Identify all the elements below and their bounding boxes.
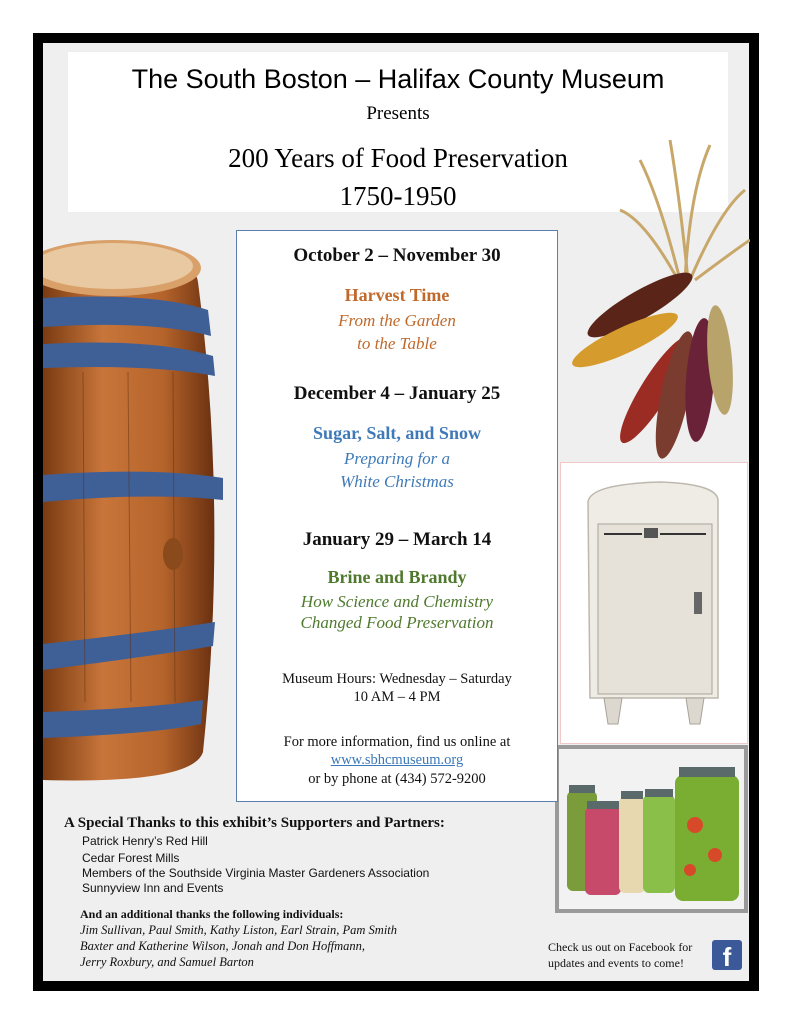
session-3-subtitle-2: Changed Food Preservation	[300, 613, 494, 632]
supporter-item: Members of the Southside Virginia Master Gardeners Association	[82, 866, 430, 880]
session-1-title: Harvest Time	[344, 285, 450, 305]
website-link[interactable]: www.sbhcmuseum.org	[330, 752, 464, 768]
facebook-icon[interactable]: f	[712, 940, 742, 970]
jars-image	[555, 745, 748, 913]
presents-label: Presents	[366, 103, 430, 124]
session-3-title: Brine and Brandy	[327, 567, 467, 587]
museum-title: The South Boston – Halifax County Museum	[131, 64, 665, 94]
session-2-subtitle-2: White Christmas	[340, 472, 454, 491]
supporter-item: Sunnyview Inn and Events	[82, 881, 224, 895]
additional-thanks-heading: And an additional thanks the following individuals:	[80, 907, 344, 921]
barrel-image	[43, 232, 223, 792]
session-3-dates: January 29 – March 14	[302, 529, 492, 550]
session-2-dates: December 4 – January 25	[293, 383, 501, 404]
session-1-subtitle-2: to the Table	[357, 334, 437, 353]
session-2-title: Sugar, Salt, and Snow	[313, 423, 481, 443]
session-1-dates: October 2 – November 30	[293, 245, 501, 266]
session-1-subtitle-1: From the Garden	[338, 311, 456, 330]
thanks-heading: A Special Thanks to this exhibit’s Supporters and Partners:	[64, 815, 445, 831]
session-2-subtitle-1: Preparing for a	[343, 449, 451, 468]
session-3-subtitle-1: How Science and Chemistry	[300, 592, 494, 611]
facebook-text-line-1: Check us out on Facebook for	[548, 940, 693, 954]
phone-number: or by phone at (434) 572-9200	[308, 771, 486, 787]
schedule-panel	[236, 230, 558, 802]
individuals-line: Baxter and Katherine Wilson, Jonah and Don Hoffmann,	[80, 939, 366, 953]
contact-intro: For more information, find us online at	[283, 734, 511, 750]
museum-hours-days: Museum Hours: Wednesday – Saturday	[282, 671, 512, 687]
exhibit-title: 200 Years of Food Preservation	[228, 143, 568, 173]
supporter-item: Patrick Henry’s Red Hill	[82, 834, 208, 848]
individuals-line: Jim Sullivan, Paul Smith, Kathy Liston, Earl Strain, Pam Smith	[80, 923, 398, 937]
facebook-text-line-2: updates and events to come!	[548, 956, 684, 970]
exhibit-years: 1750-1950	[339, 181, 457, 211]
supporter-item: Cedar Forest Mills	[82, 851, 180, 865]
icebox-image	[560, 462, 748, 744]
individuals-line: Jerry Roxbury, and Samuel Barton	[80, 955, 254, 969]
museum-hours-time: 10 AM – 4 PM	[353, 689, 441, 705]
corn-image	[560, 130, 750, 460]
